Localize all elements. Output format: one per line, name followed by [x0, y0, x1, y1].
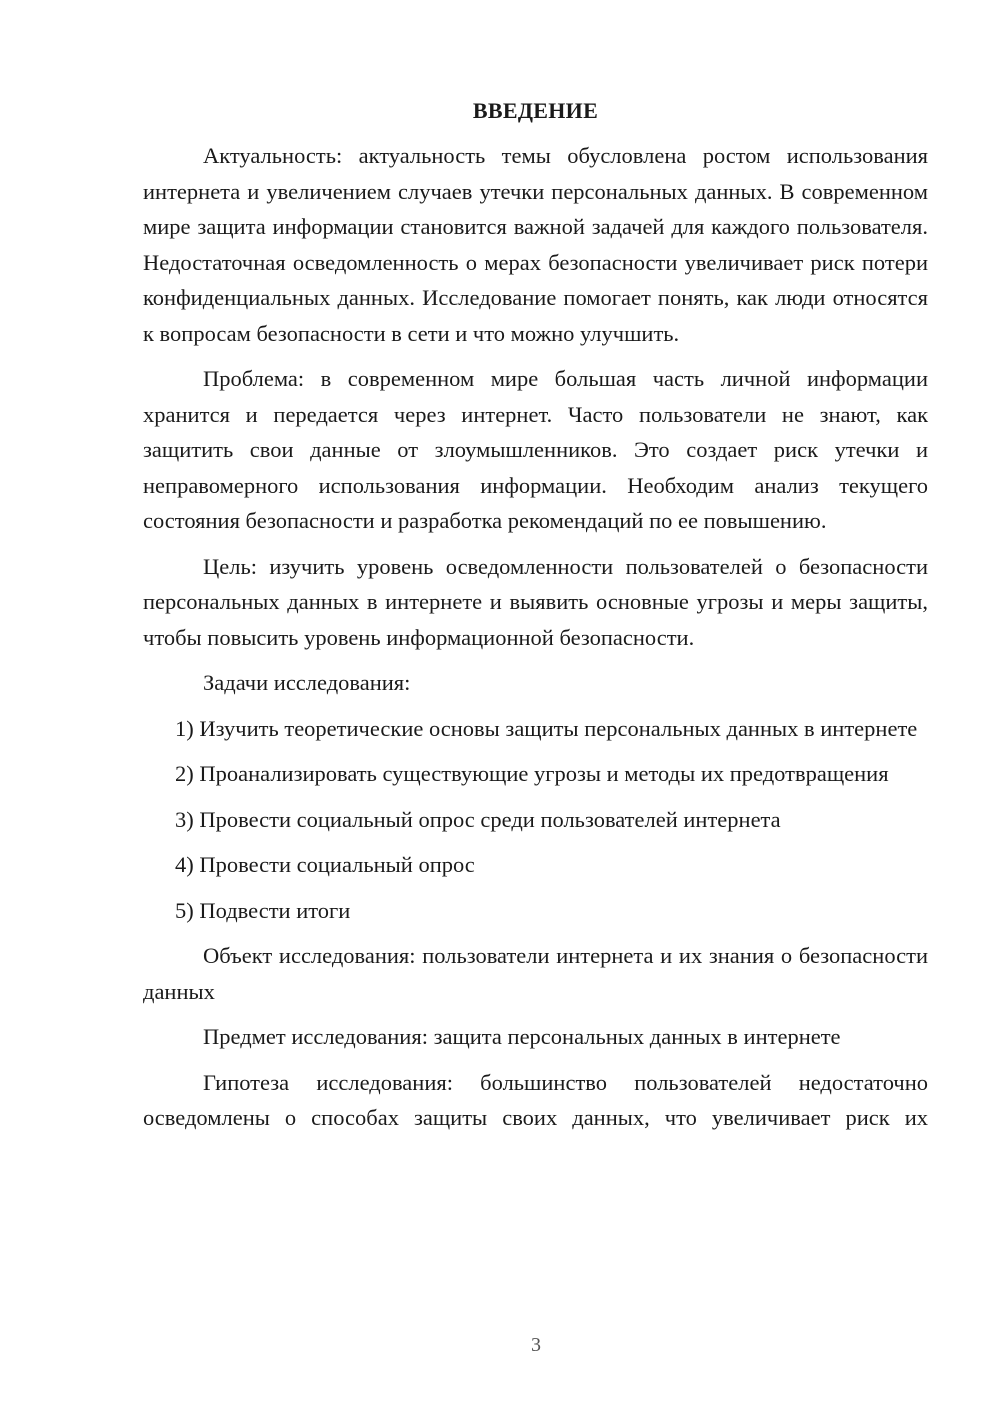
page-content — [143, 96, 928, 1136]
paragraph-object: Объект исследования: пользователи интернета и их знания о безопасности данных — [143, 943, 928, 1004]
task-item: 2) Проанализировать существующие угрозы и методы их предотвращения — [175, 761, 889, 786]
task-item: 4) Провести социальный опрос — [175, 852, 475, 877]
paragraph-goal: Цель: изучить уровень осведомленности пользователей о безопасности персональных данных в интернете и выявить основные угрозы и меры защиты, чтобы повысить уровень информационной безопасности. — [143, 553, 928, 650]
task-item: 3) Провести социальный опрос среди пользователей интернета — [175, 806, 781, 832]
paragraph-hypothesis: Гипотеза исследования: большинство пользователей недостаточно осведомлены о способах защиты своих данных, что увеличивает риск их — [143, 1069, 928, 1130]
task-item: 5) Подвести итоги — [175, 897, 351, 923]
page-number: 3 — [531, 1334, 541, 1356]
tasks-heading: Задачи исследования: — [203, 670, 411, 695]
paragraph-problem: Проблема: в современном мире большая часть личной информации хранится и передается через интернет. Часто пользователи не знают, как защитить свои данные от злоумышленников. Это создает риск утечки и неправомерного использования информации. Необходим анализ текущего состояния безопасности и разработка рекомендаций по ее повышению. — [143, 366, 928, 533]
page-title: ВВЕДЕНИЕ — [472, 98, 599, 123]
paragraph-relevance: Актуальность: актуальность темы обусловлена ростом использования интернета и увеличением случаев утечки персональных данных. В современном мире защита информации становится важной задачей для каждого пользователя. Недостаточная осведомленность о мерах безопасности увеличивает риск потери конфиденциальных данных. Исследование помогает понять, как люди относятся к вопросам безопасности в сети и что можно улучшить. — [143, 143, 928, 346]
task-item: 1) Изучить теоретические основы защиты персональных данных в интернете — [175, 715, 918, 741]
paragraph-subject: Предмет исследования: защита персональных данных в интернете — [203, 1024, 841, 1049]
